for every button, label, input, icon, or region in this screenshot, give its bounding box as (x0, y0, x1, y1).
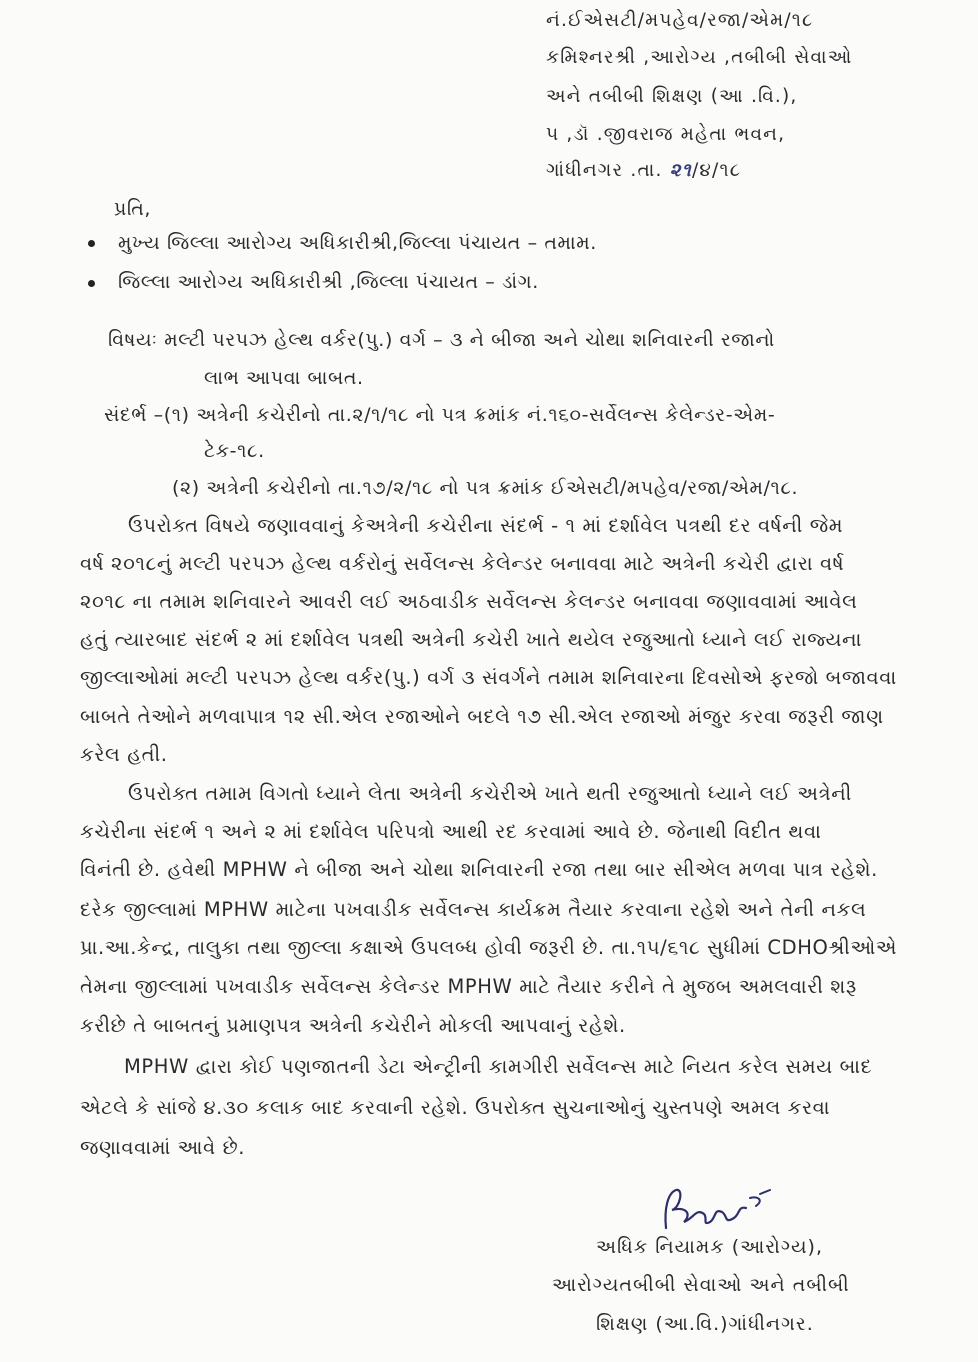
prati-label: પ્રતિ, (114, 198, 152, 220)
subject-line-2: લાભ આપવા બાબત. (204, 367, 364, 389)
para2-line: દરેક જીલ્લામાં MPHW માટેના પખવાડીક સર્વેલન્સ કાર્યક્રમ તૈયાર કરવાના રહેશે અને તેની નકલ (80, 898, 867, 921)
para3-line: MPHW દ્વારા કોઈ પણજાતની ડેટા એન્ટ્રીની કામગીરી સર્વેલન્સ માટે નિયત કરેલ સમય બાદ (124, 1055, 873, 1078)
address-line-3: ૫ ,ડૉ .જીવરાજ મહેતા ભવન, (546, 124, 786, 145)
date-line (546, 160, 741, 181)
recipient-2: જિલ્લા આરોગ્ય અધિકારીશ્રી ,જિલ્લા પંચાયત – ડાંગ. (118, 271, 539, 293)
para2-line: તેમના જીલ્લામાં પખવાડીક સર્વેલન્સ કેલેન્ડર MPHW માટે તૈયાર કરીને તે મુજબ અમલવારી શરૂ (80, 975, 857, 998)
bullet-icon (88, 240, 95, 247)
para1-line: ૨૦૧૮ ના તમામ શનિવારને આવરી લઈ અઠવાડીક સર્વેલન્સ કેલન્ડર બનાવવા જણાવવામાં આવેલ (80, 590, 858, 613)
signatory-location: શિક્ષણ (આ.વિ.)ગાંધીનગર. (596, 1313, 814, 1335)
reference-line-2: ટેક-૧૮. (204, 440, 265, 462)
para3-line: એટલે કે સાંજે ૪.૩૦ કલાક બાદ કરવાની રહેશે. ઉપરોક્ત સુચનાઓનું ચુસ્તપણે અમલ કરવા (80, 1096, 831, 1119)
para2-line: ઉપરોક્ત તમામ વિગતો ધ્યાને લેતા અત્રેની કચેરીએ ખાતે થતી રજુઆતો ધ્યાને લઈ અત્રેની (128, 782, 852, 805)
para2-line: કરીછે તે બાબતનું પ્રમાણપત્ર અત્રેની કચેરીને મોકલી આપવાનું રહેશે. (80, 1014, 626, 1037)
para2-line: પ્રા.આ.કેન્દ્ર, તાલુકા તથા જીલ્લા કક્ષાએ ઉપલબ્ધ હોવી જરૂરી છે. તા.૧૫/૬૧૮ સુધીમાં CDHOશ્રીઓએ (80, 936, 898, 959)
signatory-dept: આરોગ્યતબીબી સેવાઓ અને તબીબી (552, 1274, 850, 1296)
para1-line: વર્ષ ૨૦૧૮નું મલ્ટી પરપઝ હેલ્થ વર્કરોનું સર્વેલન્સ કેલેન્ડર બનાવવા માટે અત્રેની કચેરી દ્વારા વર્ષ (80, 552, 845, 575)
recipient-1: મુખ્ય જિલ્લા આરોગ્ય અધિકારીશ્રી,જિલ્લા પંચાયત – તમામ. (118, 232, 597, 254)
signature-scribble (646, 1178, 786, 1238)
address-line-2: અને તબીબી શિક્ષણ (આ .વિ.), (546, 86, 798, 107)
para1-line: કરેલ હતી. (80, 743, 168, 766)
para3-line: જણાવવામાં આવે છે. (80, 1136, 246, 1159)
bullet-icon (88, 280, 95, 287)
para1-line: બાબતે તેઓને મળવાપાત્ર ૧૨ સી.એલ રજાઓને બદલે ૧૭ સી.એલ રજાઓ મંજુર કરવા જરૂરી જાણ (80, 705, 884, 728)
para1-line: હતું ત્યારબાદ સંદર્ભ ૨ માં દર્શાવેલ પત્રથી અત્રેની કચેરી ખાતે થયેલ રજુઆતો ધ્યાને લઈ રાજ્યના (80, 628, 862, 651)
reference-line-3: (૨) અત્રેની કચેરીનો તા.૧૭/૨/૧૮ નો પત્ર ક્રમાંક ઈએસટી/મપહેવ/રજા/એમ/૧૮. (172, 477, 799, 499)
date-suffix: /૪/૧૮ (691, 160, 742, 181)
subject-line-1: વિષયઃ મલ્ટી પરપઝ હેલ્થ વર્કર(પુ.) વર્ગ – ૩ ને બીજા અને ચોથા શનિવારની રજાનો (108, 329, 775, 351)
reference-line-1: સંદર્ભ –(૧) અત્રેની કચેરીનો તા.૨/૧/૧૮ નો પત્ર ક્રમાંક નં.૧૬૦-સર્વેલન્સ કેલેન્ડર-એમ- (104, 404, 776, 426)
signatory-title: અધિક નિયામક (આરોગ્ય), (596, 1236, 823, 1258)
para1-line: જીલ્લાઓમાં મલ્ટી પરપઝ હેલ્થ વર્કર(પુ.) વર્ગ ૩ સંવર્ગને તમામ શનિવારના દિવસોએ ફરજો બજાવવા (80, 666, 897, 689)
reference-number: નં.ઈએસટી/મપહેવ/રજા/એમ/૧૮ (546, 10, 814, 31)
para2-line: કચેરીના સંદર્ભ ૧ અને ૨ માં દર્શાવેલ પરિપત્રો આથી રદ કરવામાં આવે છે. જેનાથી વિદીત થવા (80, 820, 822, 843)
handwritten-date: ૨૧ (669, 160, 692, 181)
para1-line: ઉપરોક્ત વિષયે જણાવવાનું કેઅત્રેની કચેરીના સંદર્ભ - ૧ માં દર્શાવેલ પત્રથી દર વર્ષની જેમ (128, 514, 844, 537)
date-prefix: ગાંધીનગર .તા. (546, 160, 670, 181)
address-line-1: કમિશ્નરશ્રી ,આરોગ્ય ,તબીબી સેવાઓ (546, 47, 853, 68)
para2-line: વિનંતી છે. હવેથી MPHW ને બીજા અને ચોથા શનિવારની રજા તથા બાર સીએલ મળવા પાત્ર રહેશે. (80, 858, 878, 881)
